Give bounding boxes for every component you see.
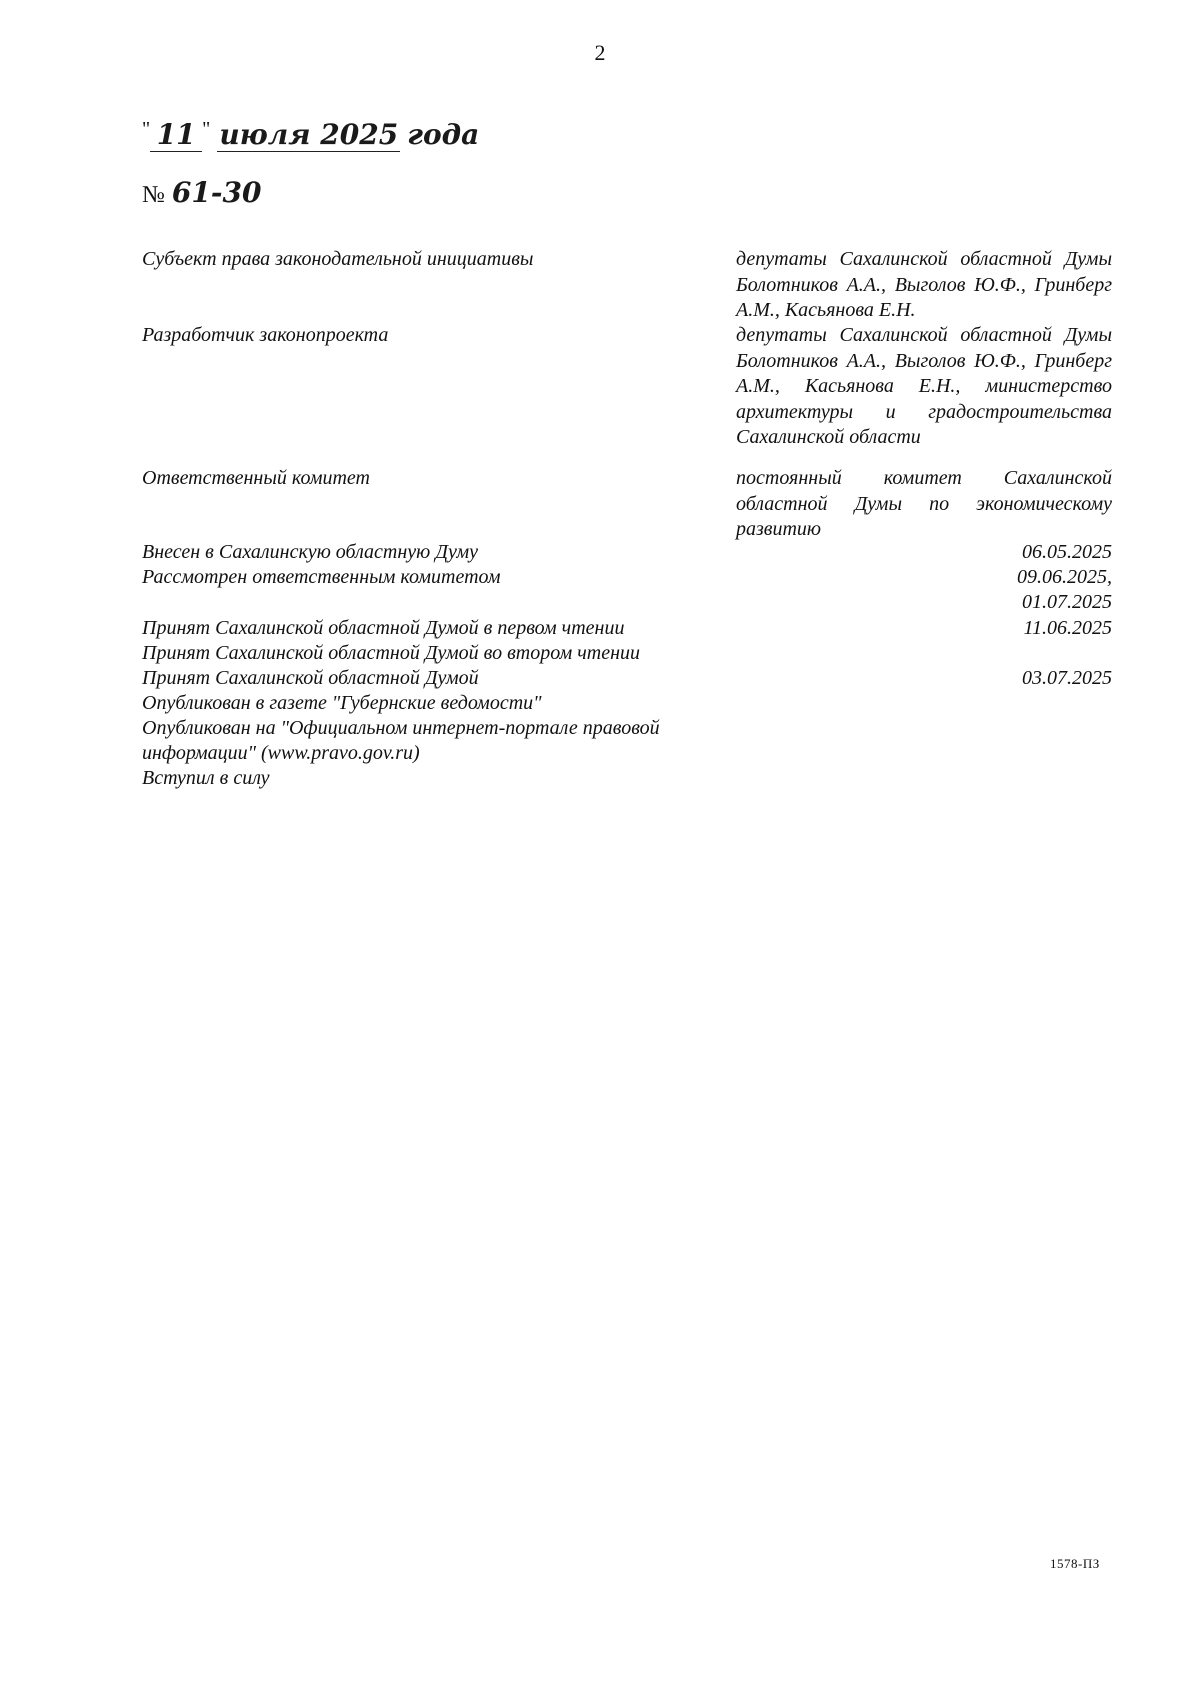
card-row-first-reading — [142, 616, 1112, 642]
submitted-date: 06.05.2025 — [1022, 541, 1112, 563]
committee-label: Ответственный комитет — [142, 467, 370, 489]
first-reading-date: 11.06.2025 — [1023, 617, 1112, 639]
card-row-in-force — [142, 766, 1112, 792]
committee-value: постоянный комитет Сахалинской областной Думы по экономическому развитию — [736, 467, 1112, 540]
date-day: 11 — [150, 118, 202, 152]
card-row-adopted — [142, 666, 1112, 692]
card-row-published-newspaper — [142, 691, 1112, 717]
card-row-reviewed — [142, 565, 1112, 617]
card-row-published-portal — [142, 716, 1112, 768]
page-number: 2 — [594, 40, 606, 65]
published-portal-label-2: информации" (www.pravo.gov.ru) — [142, 742, 420, 764]
developer-value: депутаты Сахалинской областной Думы Болотников А.А., Выголов Ю.Ф., Гринберг А.М., Касьянова Е.Н., министерство архитектуры и градостроительства Сахалинской области — [736, 324, 1112, 448]
in-force-label: Вступил в силу — [142, 767, 270, 789]
reviewed-date-2: 01.07.2025 — [1022, 591, 1112, 613]
handwritten-number — [142, 176, 261, 210]
reviewed-label: Рассмотрен ответственным комитетом — [142, 566, 501, 588]
initiative-value: депутаты Сахалинской областной Думы Болотников А.А., Выголов Ю.Ф., Гринберг А.М., Касьянова Е.Н. — [736, 248, 1112, 321]
handwritten-date — [142, 118, 479, 152]
date-quote-open: " — [142, 118, 151, 140]
date-quote-close: " — [202, 118, 211, 140]
second-reading-label: Принят Сахалинской областной Думой во втором чтении — [142, 642, 641, 664]
first-reading-label: Принят Сахалинской областной Думой в первом чтении — [142, 617, 625, 639]
document-code: 1578-ПЗ — [1050, 1556, 1100, 1571]
card-row-second-reading — [142, 641, 1112, 667]
initiative-label: Субъект права законодательной инициативы — [142, 248, 534, 270]
card-row-initiative — [142, 247, 1112, 327]
card-row-developer — [142, 323, 1112, 463]
reviewed-date-1: 09.06.2025, — [1017, 566, 1112, 588]
adopted-date: 03.07.2025 — [1022, 667, 1112, 689]
published-newspaper-label: Опубликован в газете "Губернские ведомости" — [142, 692, 542, 714]
date-month-year: июля 2025 — [219, 118, 399, 151]
number-prefix: № — [142, 182, 165, 208]
adopted-label: Принят Сахалинской областной Думой — [142, 667, 479, 689]
published-portal-label-1: Опубликован на "Официальном интернет-портале правовой — [142, 717, 660, 739]
date-suffix: года — [407, 118, 480, 151]
developer-label: Разработчик законопроекта — [142, 324, 389, 346]
number-value: 61-30 — [171, 176, 262, 209]
submitted-label: Внесен в Сахалинскую областную Думу — [142, 541, 479, 563]
card-row-committee — [142, 466, 1112, 544]
card-row-submitted — [142, 540, 1112, 566]
